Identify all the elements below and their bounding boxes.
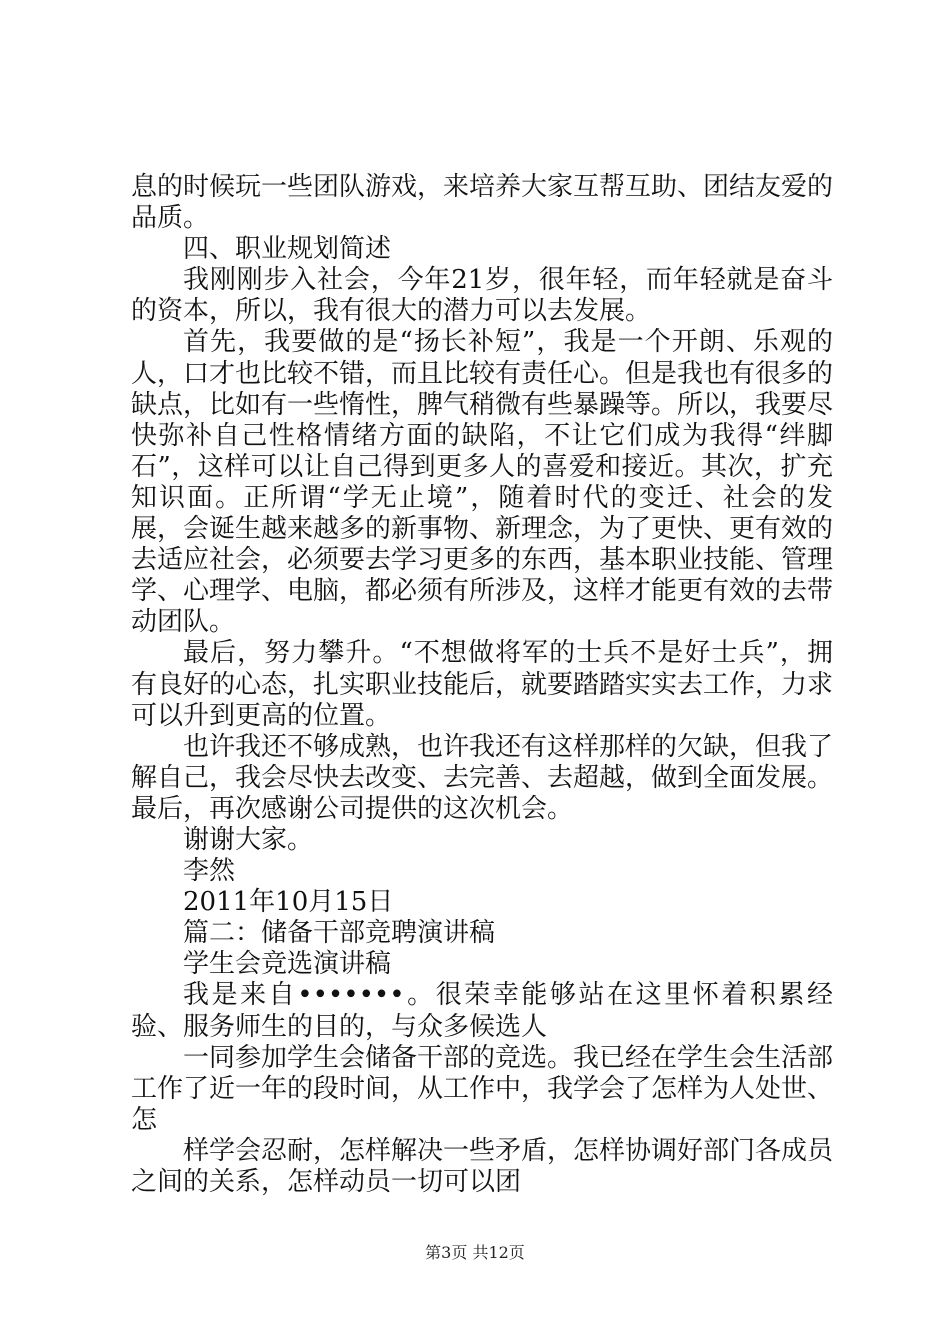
- document-body: [131, 172, 833, 1198]
- closing-thanks: 谢谢大家。: [183, 824, 314, 855]
- document-date: 2011年10月15日: [183, 887, 394, 918]
- paragraph-5: 最后，努力攀升。“不想做将军的士兵不是好士兵”，拥有良好的心态，扎实职业技能后，就要踏踏实实去工作，力求可以升到更高的位置。: [131, 638, 834, 731]
- paragraph-1: 息的时候玩一些团队游戏，来培养大家互帮互助、团结友爱的品质。: [131, 172, 834, 234]
- paragraph-3: 我刚刚步入社会，今年21岁，很年轻，而年轻就是奋斗的资本，所以，我有很大的潜力可以去发展。: [131, 265, 833, 327]
- paragraph-14: 样学会忍耐，怎样解决一些矛盾，怎样协调好部门各成员之间的关系，怎样动员一切可以团: [131, 1135, 834, 1197]
- paragraph-6: 也许我还不够成熟，也许我还有这样那样的欠缺，但我了解自己，我会尽快去改变、去完善、去超越，做到全面发展。最后，再次感谢公司提供的这次机会。: [131, 731, 834, 824]
- paragraph-13: 一同参加学生会储备干部的竞选。我已经在学生会生活部工作了近一年的段时间，从工作中，我学会了怎样为人处世、怎: [131, 1042, 834, 1135]
- section-heading-career-plan: 四、职业规划简述: [183, 234, 392, 265]
- author-name: 李然: [183, 856, 236, 887]
- paragraph-12: 我是来自•••••••。很荣幸能够站在这里怀着积累经验、服务师生的目的，与众多候选人: [131, 980, 833, 1042]
- paragraph-4: 首先，我要做的是“扬长补短”，我是一个开朗、乐观的人，口才也比较不错，而且比较有责任心。但是我也有很多的缺点，比如有一些惰性，脾气稍微有些暴躁等。所以，我要尽快弥补自己性格情绪方面的缺陷，不让它们成为我得“绊脚石”，这样可以让自己得到更多人的喜爱和接近。其次，扩充知识面。正所谓“学无止境”，随着时代的变迁、社会的发展，会诞生越来越多的新事物、新理念，为了更快、更有效的去适应社会，必须要去学习更多的东西，基本职业技能、管理学、心理学、电脑，都必须有所涉及，这样才能更有效的去带动团队。: [131, 327, 834, 638]
- section-heading-part-two: 篇二：储备干部竞聘演讲稿: [183, 918, 496, 949]
- page-number-footer: 第3页 共12页: [425, 1243, 525, 1262]
- section-subtitle: 学生会竞选演讲稿: [183, 949, 392, 980]
